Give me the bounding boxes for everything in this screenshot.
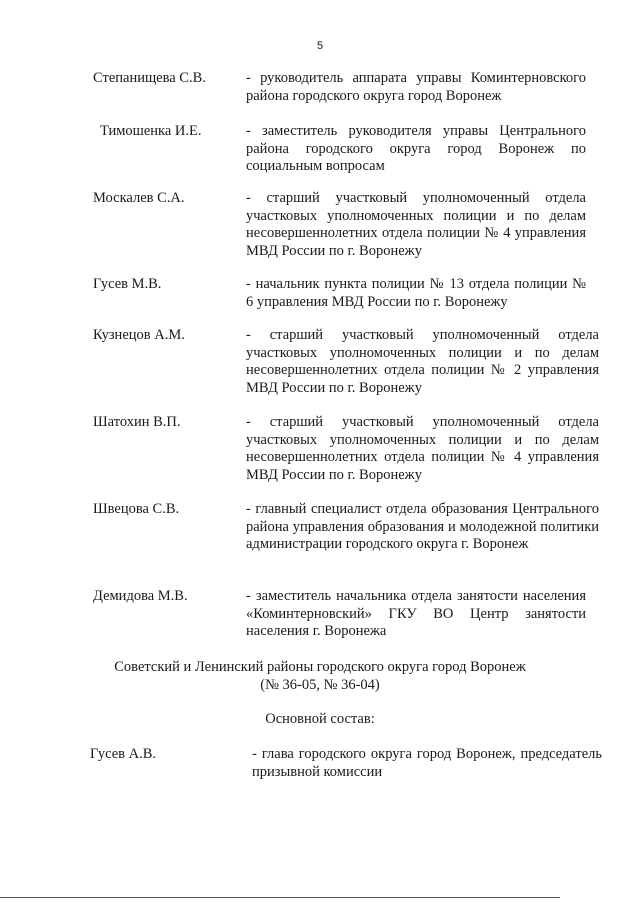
member-role: - главный специалист отдела образования Центрального района управления образования и молодежной политики администрации городского округа г. Воронеж [246,501,599,552]
member-name: Гусев М.В. [93,276,162,292]
member-role: - заместитель начальника отдела занятости населения «Коминтерновский» ГКУ ВО Центр занятости населения г. Воронежа [246,588,586,639]
member-name: Швецова С.В. [93,501,180,517]
member-name: Кузнецов А.М. [93,327,185,343]
member-role: - руководитель аппарата управы Коминтерновского района городского округа город Воронеж [246,70,586,104]
section-subtitle: Основной состав: [265,711,375,727]
member-role: - старший участковый уполномоченный отдела участковых уполномоченных полиции и по делам несовершеннолетних отдела полиции № 4 управления МВД России по г. Воронежу [246,414,599,483]
section-title: Советский и Ленинский районы городского округа город Воронеж [114,659,526,675]
member-name: Степанищева С.В. [93,70,206,86]
member-role: - старший участковый уполномоченный отдела участковых уполномоченных полиции и по делам несовершеннолетних отдела полиции № 2 управления МВД России по г. Воронежу [246,327,599,396]
member-name: Тимошенка И.Е. [100,123,202,139]
section-district-numbers: (№ 36-05, № 36-04) [260,677,380,693]
member-role: - заместитель руководителя управы Центрального района городского округа город Воронеж по социальным вопросам [246,123,586,174]
member-name: Демидова М.В. [93,588,188,604]
member-name: Шатохин В.П. [93,414,181,430]
member-name: Москалев С.А. [93,190,185,206]
member-role: - старший участковый уполномоченный отдела участковых уполномоченных полиции и по делам несовершеннолетних отдела полиции № 4 управления МВД России по г. Воронежу [246,190,586,259]
member-name: Гусев А.В. [90,746,156,762]
page-number: 5 [316,40,324,52]
footer-rule [0,897,560,898]
member-role: - глава городского округа город Воронеж, председатель призывной комиссии [252,746,602,780]
member-role: - начальник пункта полиции № 13 отдела полиции № 6 управления МВД России по г. Воронежу [246,276,586,310]
